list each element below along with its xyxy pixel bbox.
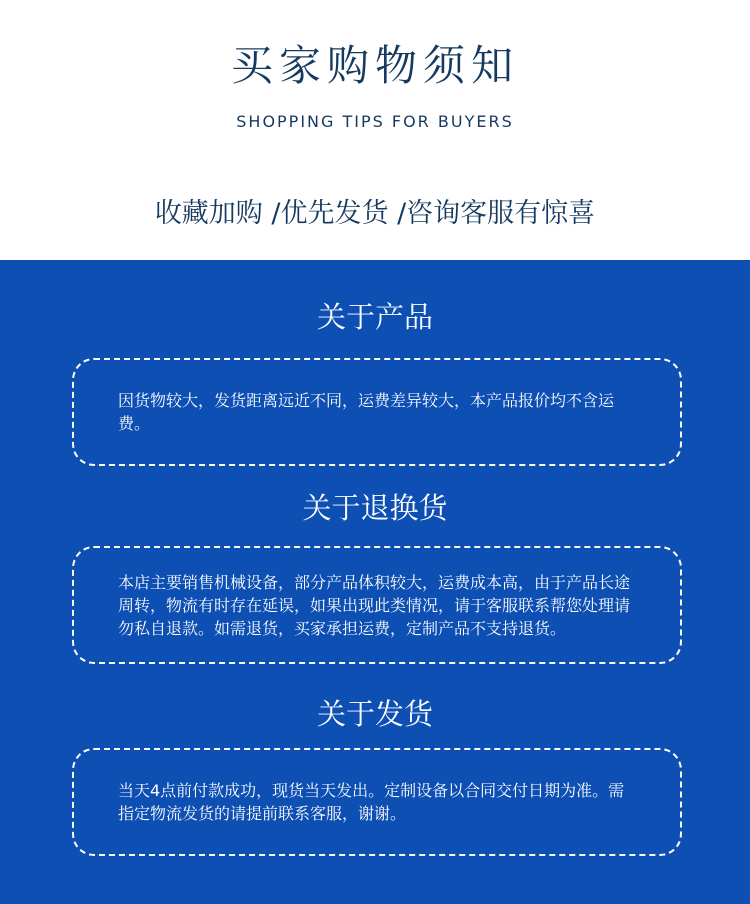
promo-slogan: 收藏加购 /优先发货 /咨询客服有惊喜 [154, 198, 596, 229]
section-title-product: 关于产品 [316, 300, 433, 334]
page-subtitle: SHOPPING TIPS FOR BUYERS [236, 112, 514, 131]
section-text-returns: 本店主要销售机械设备，部分产品体积较大，运费成本高，由于产品长途周转，物流有时存在延误，如果出现此类情况，请于客服联系帮您处理请勿私自退款。如需退货，买家承担运费，定制产品不支持退货。 [118, 572, 631, 638]
section-box-shipping [72, 748, 682, 856]
section-box-product [72, 358, 682, 466]
page-title: 买家购物须知 [230, 41, 519, 90]
section-text-shipping: 当天4点前付款成功，现货当天发出。定制设备以合同交付日期为准。需指定物流发货的请提前联系客服，谢谢。 [118, 781, 625, 823]
header-section [0, 0, 750, 260]
section-title-returns: 关于退换货 [302, 491, 448, 525]
section-title-shipping: 关于发货 [316, 697, 433, 731]
section-text-product: 因货物较大，发货距离远近不同，运费差异较大，本产品报价均不含运费。 [118, 391, 615, 433]
section-box-returns [72, 546, 682, 664]
